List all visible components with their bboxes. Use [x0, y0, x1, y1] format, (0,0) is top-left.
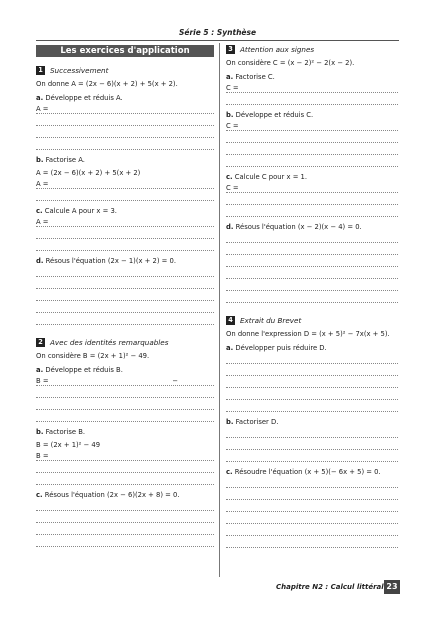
- answer-line[interactable]: [226, 291, 398, 303]
- answer-line[interactable]: [226, 500, 398, 512]
- answer-line[interactable]: [36, 398, 214, 410]
- answer-line[interactable]: [36, 461, 214, 473]
- answer-line[interactable]: A =: [36, 177, 214, 189]
- answer-line[interactable]: [226, 231, 398, 243]
- answer-line[interactable]: [226, 193, 398, 205]
- answer-line[interactable]: [226, 279, 398, 291]
- answer-line[interactable]: [36, 410, 214, 422]
- given-expression: A = (2x − 6)(x + 2) + 5(x + 2): [36, 169, 141, 177]
- answer-line[interactable]: [226, 352, 398, 364]
- header-rule: [36, 40, 399, 41]
- exercise-statement: On considère C = (x − 2)² − 2(x − 2).: [226, 59, 355, 67]
- answer-line[interactable]: [36, 289, 214, 301]
- answer-line[interactable]: A =: [36, 102, 214, 114]
- answer-line[interactable]: A =: [36, 215, 214, 227]
- question-a: a. Développe et réduis B.: [36, 366, 123, 374]
- answer-line[interactable]: [36, 138, 214, 150]
- answer-line[interactable]: [36, 473, 214, 485]
- exercise-statement: On donne A = (2x − 6)(x + 2) + 5(x + 2).: [36, 80, 178, 88]
- answer-line[interactable]: [226, 143, 398, 155]
- answer-line[interactable]: [36, 126, 214, 138]
- answer-line[interactable]: [36, 511, 214, 523]
- section-banner: Les exercices d'application: [36, 45, 214, 57]
- answer-line[interactable]: [226, 488, 398, 500]
- exercise-4-heading: [226, 316, 398, 325]
- answer-line[interactable]: [226, 476, 398, 488]
- answer-line[interactable]: [226, 205, 398, 217]
- page-header: Série 5 : Synthèse: [178, 28, 257, 37]
- exercise-statement: On considère B = (2x + 1)² − 49.: [36, 352, 150, 360]
- answer-line[interactable]: [226, 388, 398, 400]
- question-d: d. Résous l'équation (x − 2)(x − 4) = 0.: [226, 223, 362, 231]
- answer-line[interactable]: [36, 239, 214, 251]
- question-a: a. Développer puis réduire D.: [226, 344, 327, 352]
- answer-line[interactable]: B = −: [36, 374, 214, 386]
- answer-line[interactable]: [36, 189, 214, 201]
- answer-line[interactable]: [226, 426, 398, 438]
- exercise-2-heading: [36, 338, 214, 347]
- question-c: c. Résoudre l'équation (x + 5)(− 6x + 5) = 0.: [226, 468, 381, 476]
- question-b: b. Factoriser D.: [226, 418, 279, 426]
- question-c: c. Résous l'équation (2x − 6)(2x + 8) = 0.: [36, 491, 180, 499]
- chapter-footer: Chapitre N2 : Calcul littéral: [276, 583, 384, 591]
- given-expression: B = (2x + 1)² − 49: [36, 441, 101, 449]
- right-column: [226, 45, 398, 548]
- exercise-title: Attention aux signes: [240, 45, 315, 54]
- question-a: a. Développe et réduis A.: [36, 94, 123, 102]
- question-d: d. Résous l'équation (2x − 1)(x + 2) = 0.: [36, 257, 176, 265]
- exercise-number: 3: [226, 45, 235, 54]
- exercise-title: Successivement: [50, 66, 109, 75]
- answer-line[interactable]: [226, 131, 398, 143]
- answer-line[interactable]: [226, 243, 398, 255]
- answer-line[interactable]: [226, 450, 398, 462]
- exercise-1-heading: [36, 66, 214, 75]
- answer-line[interactable]: [36, 227, 214, 239]
- answer-line[interactable]: [226, 267, 398, 279]
- answer-line[interactable]: [36, 499, 214, 511]
- question-b: b. Factorise B.: [36, 428, 86, 436]
- answer-line[interactable]: [36, 313, 214, 325]
- exercise-statement: On donne l'expression D = (x + 5)² − 7x(x + 5).: [226, 330, 390, 338]
- exercise-3-heading: [226, 45, 398, 54]
- exercise-number: 2: [36, 338, 45, 347]
- answer-line[interactable]: [36, 535, 214, 547]
- answer-line[interactable]: [36, 265, 214, 277]
- question-a: a. Factorise C.: [226, 73, 275, 81]
- answer-line[interactable]: C =: [226, 81, 398, 93]
- answer-line[interactable]: [226, 400, 398, 412]
- answer-line[interactable]: [36, 277, 214, 289]
- question-b: b. Factorise A.: [36, 156, 85, 164]
- answer-line[interactable]: [226, 524, 398, 536]
- exercise-number: 1: [36, 66, 45, 75]
- exercise-title: Extrait du Brevet: [240, 316, 302, 325]
- answer-line[interactable]: B =: [36, 449, 214, 461]
- answer-line[interactable]: [226, 155, 398, 167]
- answer-line[interactable]: [226, 376, 398, 388]
- question-c: c. Calcule C pour x = 1.: [226, 173, 308, 181]
- answer-line[interactable]: [226, 536, 398, 548]
- answer-line[interactable]: [226, 255, 398, 267]
- answer-line[interactable]: [226, 93, 398, 105]
- exercise-number: 4: [226, 316, 235, 325]
- exercise-title: Avec des identités remarquables: [50, 338, 169, 347]
- answer-line[interactable]: C =: [226, 119, 398, 131]
- answer-line[interactable]: C =: [226, 181, 398, 193]
- page-number: 23: [384, 580, 400, 594]
- question-b: b. Développe et réduis C.: [226, 111, 314, 119]
- answer-line[interactable]: [36, 386, 214, 398]
- answer-line[interactable]: [226, 438, 398, 450]
- answer-line[interactable]: [36, 523, 214, 535]
- question-c: c. Calcule A pour x = 3.: [36, 207, 117, 215]
- left-column: [36, 45, 214, 547]
- answer-line[interactable]: [226, 364, 398, 376]
- answer-line[interactable]: [36, 301, 214, 313]
- answer-line[interactable]: [36, 114, 214, 126]
- answer-line[interactable]: [226, 512, 398, 524]
- column-divider: [219, 43, 220, 577]
